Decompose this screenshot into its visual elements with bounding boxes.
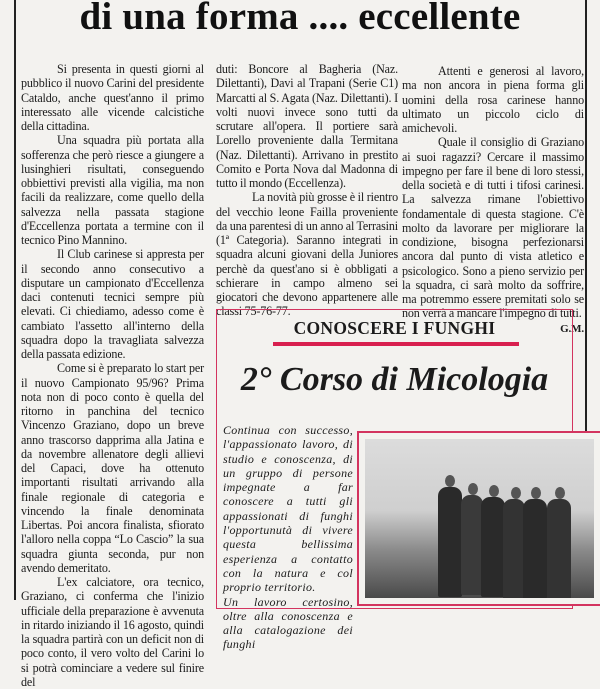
box-title: 2° Corso di Micologia (240, 361, 549, 398)
person-figure (438, 487, 462, 597)
paragraph: Come si è preparato lo start per il nuovo Campionato 95/96? Prima nota non di poco conto è quella del ritorno in panchina del tecnico Vincenzo Graziano, dopo un breve anno trascorso dapprima alla Jatina e da novembre allenatore degli allievi del Capaci, dove ha ottenuto importanti risultati arrivando alla finale regionale di categoria e vincendo la finale denominata Libertas. Poi ancora finalista, sfiorato l'alloro nella coppa “Lo Cascio” la sua squadra giunta seconda, pur non avendo demeritato. (21, 361, 204, 575)
box-paragraph: Continua con successo, l'appassionato lavoro, di studio e conoscenza, di un gruppo di persone impegnate a far conoscere a tutti gli appassionati di funghi l'opportunutà di vivere questa bellissima esperienza a contatto con la natura e col proprio territorio. (223, 423, 353, 595)
person-figure (481, 497, 505, 597)
person-head (531, 487, 541, 499)
article-column-1 (21, 62, 204, 689)
paragraph: duti: Boncore al Bagheria (Naz. Dilettanti), Davi al Trapani (Serie C1) Marcatti al S. Agata (Naz. Dilettanti). I volti nuovi invece sono tutti da scrutare all'opera. Il portiere sarà Lorello proveniente dalla Termitana (Naz. Dilettanti). Arrivano in prestito Comito e Porta Nova dal Madonna di tutto il mondo (Eccellenza). (216, 62, 398, 190)
group-photo-image (365, 439, 594, 598)
person-head (555, 487, 565, 499)
person-figure (547, 499, 571, 598)
kicker-underline (273, 342, 519, 346)
article-column-3 (402, 64, 584, 336)
person-head (445, 475, 455, 487)
author-signature: G.M. (560, 322, 584, 335)
paragraph: Attenti e generosi al lavoro, ma non ancora in piena forma gli uomini della rosa carinese hanno ultimato un piccolo ciclo di amichevoli. (402, 64, 584, 135)
group-photo (357, 431, 600, 606)
paragraph: Il Club carinese si appresta per il secondo anno consecutivo a disputare un campionato d'Eccellenza daci contenuti tecnici sempre più elevati. Ci chiediamo, adesso come è cambiato l'assetto all'interno della squadra dopo la travagliata salvezza della passata edizione. (21, 247, 204, 361)
person-figure (503, 499, 525, 598)
paragraph: Si presenta in questi giorni al pubblico il nuovo Carini del presidente Cataldo, anche quest'anno il primo interessato alle vicende calcistiche della cittadina. (21, 62, 204, 133)
person-head (468, 483, 478, 495)
person-head (489, 485, 499, 497)
person-figure (461, 495, 483, 595)
paragraph: La novità più grosse è il rientro del vecchio leone Failla proveniente da una parentesi di un anno al Terrasini (1ª Categoria). Saranno integrati in squadra alcuni giovani della Juniores perchè da quest'ano si è obbligati a schierare in campo almeno sei giocatori che devono appartenere alle classi 75-76-77. (216, 190, 398, 319)
box-paragraph: Un lavoro certosino, oltre alla conoscenza e alla catalogazione dei funghi (223, 594, 353, 652)
paragraph: L'ex calciatore, ora tecnico, Graziano, ci conferma che l'inizio ufficiale della preparazione è avvenuta in ritardo iniziando il 16 agosto, quindi la squadra partirà con un deficit non di poco conto, il vero volto del Carini lo si potrà cominciare a vedere sul finire del (21, 575, 204, 689)
person-head (511, 487, 521, 499)
paragraph: Quale il consiglio di Graziano ai suoi ragazzi? Cercare il massimo impegno per fare il bene di loro stessi, della società e di tutti i tifosi carinesi. La salvezza rimane l'obiettivo fondamentale di questa stagione. C'è molto da lavorare per migliorare la condizione, bisogna perfezionarsi ancora dal punto di vista atletico e psicologico. Sono a pieno servizio per la squadra, ci sarà molto da soffrire, ma potremmo essere premitati solo se non verrà a mancare l'impegno di tutti. (402, 135, 584, 321)
paragraph: Una squadra più portata alla sofferenza che però riesce a giungere a lusinghieri risultati, conseguendo obbiettivi previsti alla vigilia, ma non facili da realizzare, come quello della salvezza nella passata stagione d'Eccellenza portata a termine con il tecnico Pino Mannino. (21, 133, 204, 247)
box-kicker: CONOSCERE I FUNGHI (293, 318, 496, 338)
headline: di una forma .... eccellente (79, 0, 521, 38)
box-text (223, 423, 353, 652)
person-figure (523, 499, 547, 598)
article-column-2 (216, 62, 398, 319)
